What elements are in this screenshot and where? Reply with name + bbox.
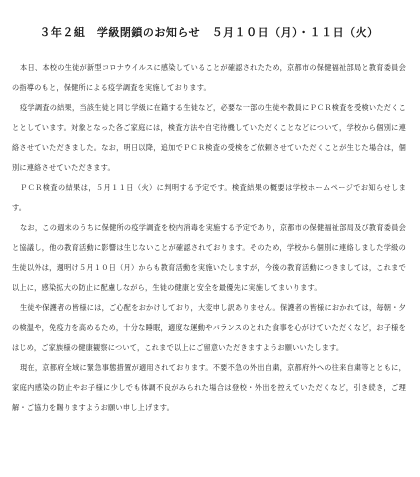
notice-title: ３年２組 学級閉鎖のお知らせ ５月１０日（月）・１１日（火） bbox=[39, 26, 379, 39]
paragraph-infection-confirmed: 本日、本校の生徒が新型コロナウイルスに感染していることが確認されたため，京都市の保健福祉部局と教育委員会の指導のもと，保健所による疫学調査を実施しております。 bbox=[12, 63, 406, 92]
paragraph-pcr-results: ＰＣＲ検査の結果は，５月１１日（火）に判明する予定です。検査結果の概要は学校ホームページでお知らせします。 bbox=[12, 183, 406, 212]
paragraph-pcr-testing: 疫学調査の結果，当該生徒と同じ学級に在籍する生徒など，必要な一部の生徒や教員にＰＣＲ検査を受検いただくこととしています。対象となった各ご家庭には，検査方法や自宅待機していただくことなどについて，学校から個別に連絡させていただきました。なお，明日以降，追加でＰＣＲ検査の受検をご依頼させていただくことが生じた場合は，個別に連絡させていただきます。 bbox=[12, 103, 406, 172]
paragraph-health-request: 生徒や保護者の皆様には，ご心配をおかけしており，大変申し訳ありません。保護者の皆様におかれては，毎朝・夕の検温や，免疫力を高めるため，十分な睡眠，適度な運動やバランスのとれた食事を心がけていただくなど，お子様をはじめ，ご家族様の健康観察について，これまで以上にご留意いただきますようお願いいたします。 bbox=[12, 303, 406, 352]
notice-body bbox=[12, 58, 406, 418]
paragraph-school-activities: なお，この週末のうちに保健所の疫学調査を校内消毒を実施する予定であり，京都市の保健福祉部局及び教育委員会と協議し，他の教育活動に影響は生じないことが確認されております。そのため，学校から個別に連絡しました学級の生徒以外は，週明け５月１０日（月）からも教育活動を実施いたしますが，今後の教育活動につきましては，これまで以上に，感染拡大の防止に配慮しながら，生徒の健康と安全を最優先に実施してまいります。 bbox=[12, 223, 406, 292]
paragraph-emergency-measures: 現在，京都府全域に緊急事態措置が適用されております。不要不急の外出自粛，京都府外への往来自粛等とともに，家庭内感染の防止やお子様に少しでも体調不良がみられた場合は登校・外出を控えていただくなど，引き続き，ご理解・ご協力を賜りますようお願い申し上げます。 bbox=[12, 363, 406, 412]
